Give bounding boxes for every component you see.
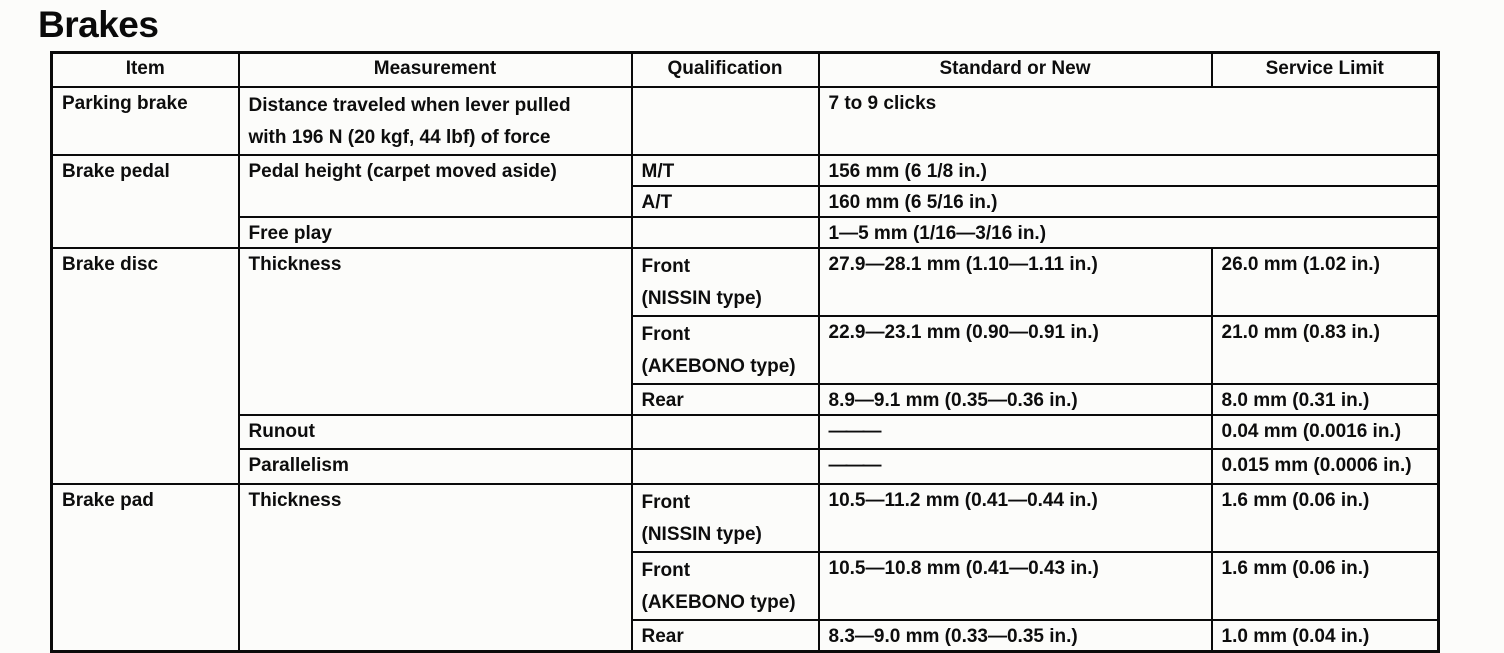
table-row bbox=[52, 484, 1439, 552]
qualification-front-akebono bbox=[632, 316, 819, 384]
standard-pedal-height-mt: 156 mm (6 1/8 in.) bbox=[819, 155, 1439, 186]
qualification-line: (NISSIN type) bbox=[641, 288, 762, 309]
header-measurement: Measurement bbox=[239, 53, 632, 88]
item-brake-pad: Brake pad bbox=[52, 484, 239, 652]
table-row bbox=[52, 415, 1439, 449]
standard-disc-front-akebono: 22.9—23.1 mm (0.90—0.91 in.) bbox=[819, 316, 1212, 384]
service-limit-pad-rear: 1.0 mm (0.04 in.) bbox=[1212, 620, 1439, 652]
item-brake-pedal: Brake pedal bbox=[52, 155, 239, 248]
standard-runout-dash: ——— bbox=[819, 415, 1212, 449]
table-row bbox=[52, 87, 1439, 155]
qualification-line: Front bbox=[641, 560, 691, 581]
qualification-mt: M/T bbox=[632, 155, 819, 186]
page-title: Brakes bbox=[38, 4, 159, 45]
qualification-at: A/T bbox=[632, 186, 819, 217]
qualification-line: Front bbox=[641, 492, 691, 513]
qualification-empty bbox=[632, 415, 819, 449]
item-parking-brake: Parking brake bbox=[52, 87, 239, 155]
service-limit-disc-rear: 8.0 mm (0.31 in.) bbox=[1212, 384, 1439, 415]
service-limit-disc-front-akebono: 21.0 mm (0.83 in.) bbox=[1212, 316, 1439, 384]
service-limit-parallelism: 0.015 mm (0.0006 in.) bbox=[1212, 449, 1439, 484]
standard-parallelism-dash: ——— bbox=[819, 449, 1212, 484]
measurement-parallelism: Parallelism bbox=[239, 449, 632, 484]
header-qualification: Qualification bbox=[632, 53, 819, 88]
qualification-rear: Rear bbox=[632, 620, 819, 652]
standard-pad-front-nissin: 10.5—11.2 mm (0.41—0.44 in.) bbox=[819, 484, 1212, 552]
measurement-runout: Runout bbox=[239, 415, 632, 449]
table-row bbox=[52, 155, 1439, 186]
standard-pad-front-akebono: 10.5—10.8 mm (0.41—0.43 in.) bbox=[819, 552, 1212, 620]
header-service-limit: Service Limit bbox=[1212, 53, 1439, 88]
qualification-empty bbox=[632, 449, 819, 484]
qualification-line: Front bbox=[641, 324, 691, 345]
measurement-line: with 196 N (20 kgf, 44 lbf) of force bbox=[248, 127, 551, 148]
qualification-line: (NISSIN type) bbox=[641, 524, 762, 545]
table-row bbox=[52, 449, 1439, 484]
qualification-front-akebono bbox=[632, 552, 819, 620]
qualification-line: (AKEBONO type) bbox=[641, 592, 796, 613]
measurement-disc-thickness: Thickness bbox=[239, 248, 632, 415]
standard-free-play: 1—5 mm (1/16—3/16 in.) bbox=[819, 217, 1439, 248]
qualification-empty bbox=[632, 217, 819, 248]
qualification-rear: Rear bbox=[632, 384, 819, 415]
table-header-row bbox=[52, 53, 1439, 88]
qualification-line: (AKEBONO type) bbox=[641, 356, 796, 377]
standard-parking-brake: 7 to 9 clicks bbox=[819, 87, 1439, 155]
standard-pad-rear: 8.3—9.0 mm (0.33—0.35 in.) bbox=[819, 620, 1212, 652]
measurement-free-play: Free play bbox=[239, 217, 632, 248]
qualification-front-nissin bbox=[632, 248, 819, 316]
service-limit-disc-front-nissin: 26.0 mm (1.02 in.) bbox=[1212, 248, 1439, 316]
standard-pedal-height-at: 160 mm (6 5/16 in.) bbox=[819, 186, 1439, 217]
qualification-empty bbox=[632, 87, 819, 155]
qualification-front-nissin bbox=[632, 484, 819, 552]
service-limit-pad-front-akebono: 1.6 mm (0.06 in.) bbox=[1212, 552, 1439, 620]
item-brake-disc: Brake disc bbox=[52, 248, 239, 484]
header-standard-or-new: Standard or New bbox=[819, 53, 1212, 88]
table-row bbox=[52, 217, 1439, 248]
service-limit-pad-front-nissin: 1.6 mm (0.06 in.) bbox=[1212, 484, 1439, 552]
measurement-pad-thickness: Thickness bbox=[239, 484, 632, 652]
measurement-parking-brake bbox=[239, 87, 632, 155]
standard-disc-front-nissin: 27.9—28.1 mm (1.10—1.11 in.) bbox=[819, 248, 1212, 316]
standard-disc-rear: 8.9—9.1 mm (0.35—0.36 in.) bbox=[819, 384, 1212, 415]
measurement-line: Distance traveled when lever pulled bbox=[248, 95, 571, 116]
qualification-line: Front bbox=[641, 256, 691, 277]
service-limit-runout: 0.04 mm (0.0016 in.) bbox=[1212, 415, 1439, 449]
measurement-pedal-height: Pedal height (carpet moved aside) bbox=[239, 155, 632, 217]
brake-specifications-table bbox=[50, 51, 1440, 653]
table-row bbox=[52, 248, 1439, 316]
header-item: Item bbox=[52, 53, 239, 88]
